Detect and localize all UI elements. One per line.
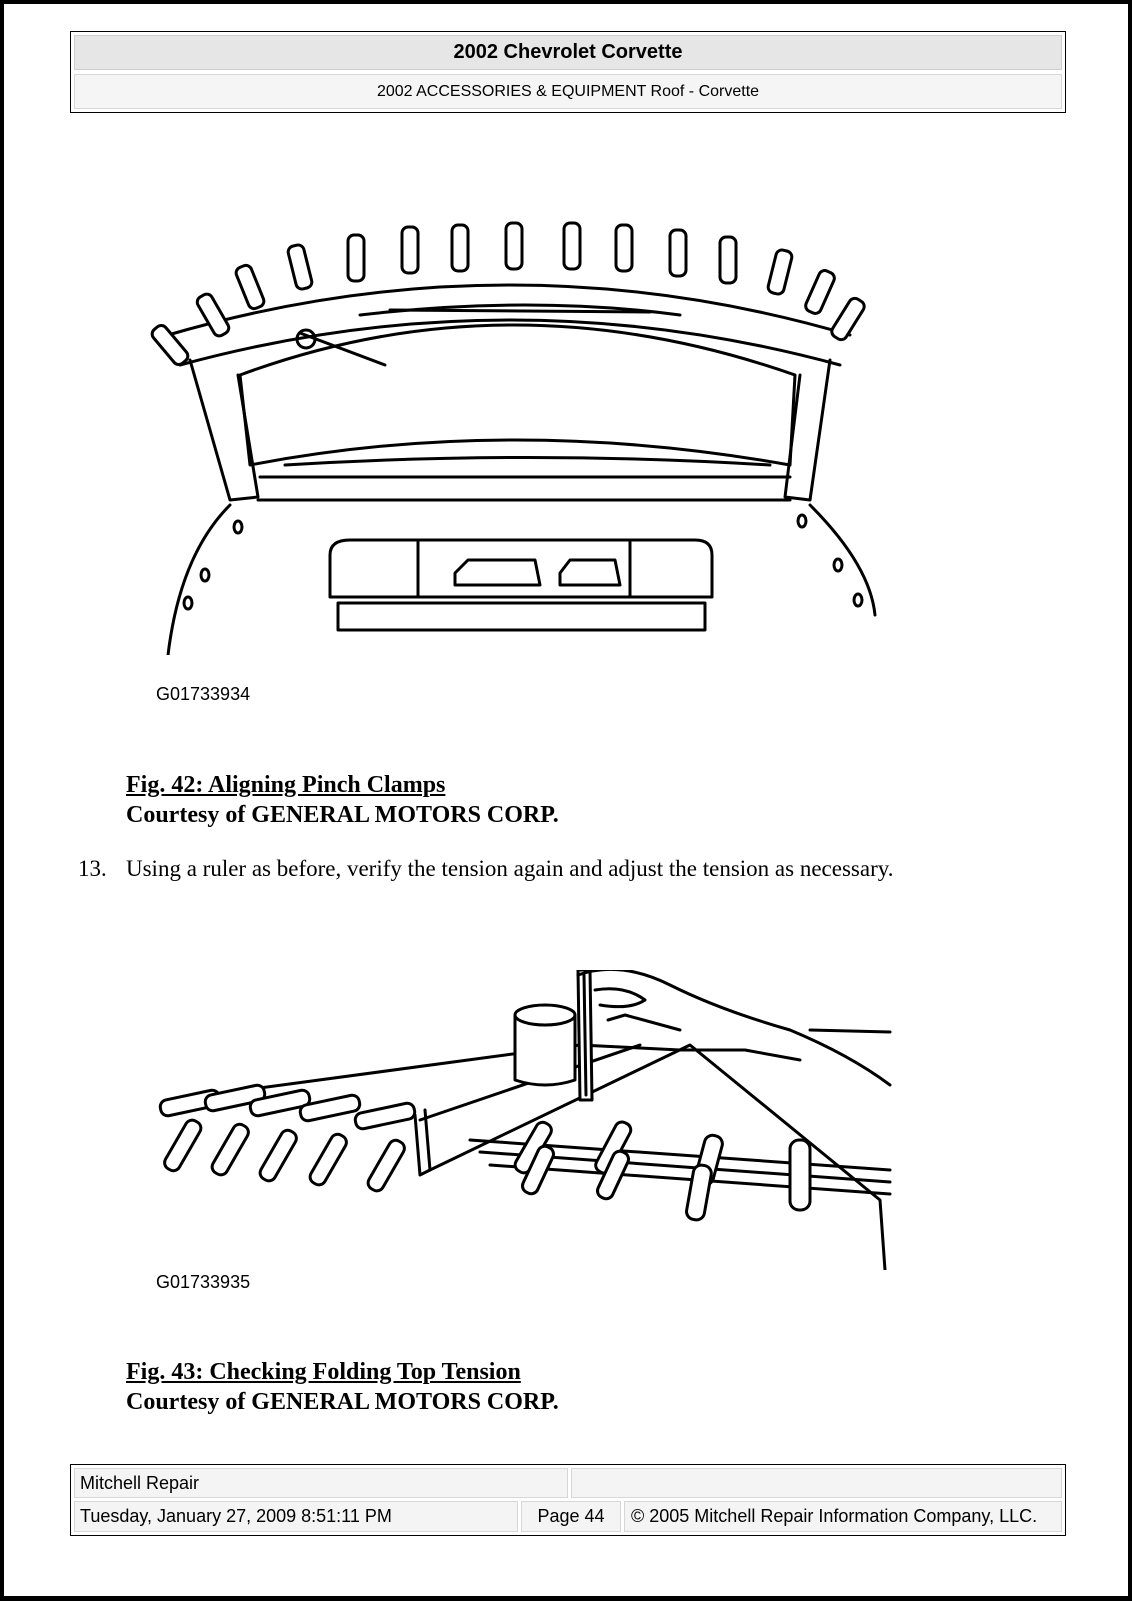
figure-42-title: Fig. 42: Aligning Pinch Clamps [126,772,446,798]
figure-43-illustration [150,970,900,1270]
footer-page-number: Page 44 [521,1501,621,1532]
footer-blank-cell [571,1468,1062,1498]
figure-42-image-id: G01733934 [156,684,251,704]
document-subtitle: 2002 ACCESSORIES & EQUIPMENT Roof - Corvette [74,74,1062,109]
folding-top-tension-drawing [150,970,900,1270]
figure-43-courtesy: Courtesy of GENERAL MOTORS CORP. [126,1389,559,1415]
footer-copyright: © 2005 Mitchell Repair Information Company, LLC. [624,1501,1062,1532]
figure-42-caption [126,770,559,830]
figure-43-title: Fig. 43: Checking Folding Top Tension [126,1359,521,1385]
footer-source: Mitchell Repair [74,1468,568,1498]
document-title: 2002 Chevrolet Corvette [74,35,1062,70]
step-text: Using a ruler as before, verify the tension again and adjust the tension as necessary. [126,856,894,881]
footer-date: Tuesday, January 27, 2009 8:51:11 PM [74,1501,518,1532]
figure-43-image-id: G01733935 [156,1272,251,1292]
page-footer [70,1464,1066,1536]
step-13 [78,856,893,882]
page-header [70,31,1066,113]
figure-42-courtesy: Courtesy of GENERAL MOTORS CORP. [126,802,559,828]
figure-43-caption [126,1357,559,1417]
step-number: 13. [78,856,107,881]
pinch-clamps-drawing [150,215,895,655]
left-clamp-icons [159,1084,416,1193]
figure-42-illustration [150,215,895,655]
